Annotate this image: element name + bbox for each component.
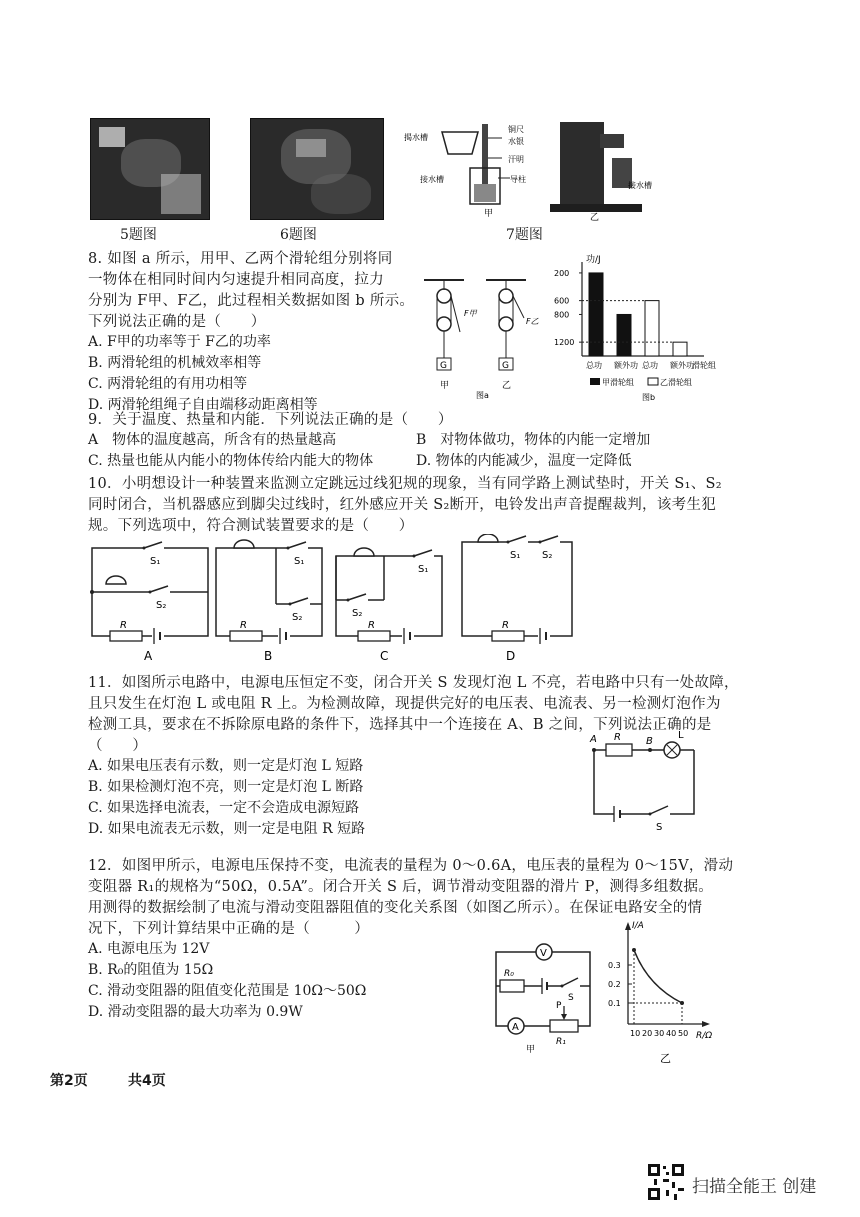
q8-chart-ytick-label: 200: [554, 268, 570, 278]
q12-option-b: B. R₀的阻值为 15Ω: [88, 962, 214, 978]
q7-label-3: 水银: [508, 137, 524, 146]
q7-caption: 7题图: [506, 227, 543, 243]
svg-text:R: R: [240, 620, 247, 631]
q8-figure-a: [420, 274, 550, 402]
q8-caption-a: 图a: [476, 391, 489, 400]
q7-label-4: 汗明: [508, 155, 524, 164]
q12-caption-jia: 甲: [526, 1045, 536, 1054]
q12-line-4: 况下，下列计算结果中正确的是（ ）: [88, 921, 370, 937]
q11-label-l: L: [678, 730, 684, 741]
svg-text:S₁: S₁: [510, 550, 521, 561]
q12-ytick-02: 0.2: [608, 980, 621, 989]
svg-text:S₂: S₂: [542, 550, 553, 561]
q11-circuit: [582, 730, 712, 834]
q9-option-d: D. 物体的内能减少，温度一定降低: [416, 453, 632, 469]
q8-legend-jia: 甲滑轮组: [602, 378, 634, 387]
q10-label-c: C: [380, 649, 389, 663]
q12-graph-xlabel: R/Ω: [696, 1031, 713, 1041]
q12-option-d: D. 滑动变阻器的最大功率为 0.9W: [88, 1004, 303, 1020]
q7-label-6: 导柱: [510, 175, 526, 184]
q10-circuit-d: [462, 534, 572, 663]
q8-line-4: 下列说法正确的是（ ）: [88, 314, 266, 330]
svg-text:S₁: S₁: [418, 564, 429, 575]
q11-label-s: S: [656, 822, 663, 833]
q12-graph-curve: [634, 950, 682, 1003]
q9-stem: 9．关于温度、热量和内能．下列说法正确的是（ ）: [88, 412, 453, 428]
q10-line-2: 同时闭合，当机器感应到脚尖过线时，红外感应开关 S₂断开，电铃发出声音提醒裁判，该考生犯: [88, 497, 717, 513]
q8-option-b: B. 两滑轮组的机械效率相等: [88, 355, 262, 371]
svg-text:S₂: S₂: [292, 612, 303, 623]
svg-text:S₂: S₂: [156, 600, 167, 611]
q10-label-b: B: [264, 649, 273, 663]
q10-circuit-a: [90, 542, 208, 663]
q12-ytick-01: 0.1: [608, 999, 621, 1008]
q8-chart-xtick-label: 总功: [642, 361, 658, 370]
q6-photo: [250, 118, 384, 220]
footer-total: 共4页: [128, 1073, 166, 1089]
q8-chart-caption: 图b: [642, 393, 656, 402]
q8-chart-ytick-label: 800: [554, 310, 570, 320]
q12-graph-ylabel: I/A: [632, 921, 644, 931]
q12-option-c: C. 滑动变阻器的阻值变化范围是 10Ω～50Ω: [88, 983, 367, 999]
q8-legend-jia-swatch: [590, 378, 600, 385]
q11-line-3: 检测工具，要求在不拆除原电路的条件下，选择其中一个连接在 A、B 之间，下列说法正确的是: [88, 717, 712, 733]
q8-chart-bar: [617, 314, 631, 356]
q8-bar-chart: [552, 252, 732, 404]
q8-chart-bar: [589, 273, 603, 356]
q12-xtick-50: 50: [678, 1029, 689, 1038]
q12-s-label: S: [568, 993, 574, 1003]
q12-line-1: 12．如图甲所示，电源电压保持不变，电流表的量程为 0～0.6A，电压表的量程为 0～15V，滑动: [88, 858, 734, 874]
svg-text:R: R: [120, 620, 127, 631]
q10-label-a: A: [144, 649, 153, 663]
watermark-text: 扫描全能王 创建: [692, 1177, 817, 1197]
footer-page: 第2页: [50, 1073, 88, 1089]
q10-circuit-b: [216, 540, 322, 663]
q12-r1-label: R₁: [556, 1037, 566, 1047]
q10-circuit-c: [336, 548, 442, 663]
q8-line-3: 分别为 F甲、F乙，此过程相关数据如图 b 所示。: [88, 293, 415, 309]
q10-line-3: 规。下列选项中，符合测试装置要求的是（ ）: [88, 518, 414, 534]
q7-label-2: 铜尺: [508, 125, 524, 134]
q11-option-d: D. 如果电流表无示数，则一定是电阻 R 短路: [88, 821, 366, 837]
q7-figure: [400, 118, 660, 222]
q12-xtick-40: 40: [666, 1029, 677, 1038]
q8-f-jia: F甲: [464, 309, 477, 318]
q7-label-yi: 乙: [590, 213, 600, 222]
q11-label-r: R: [614, 732, 621, 743]
q12-xtick-20: 20: [642, 1029, 653, 1038]
q9-option-a: A 物体的温度越高，所含有的热量越高: [88, 432, 337, 448]
qr-code-icon: [646, 1162, 686, 1202]
q7-label-5: 接水槽: [420, 175, 444, 184]
q11-line-2: 且只发生在灯泡 L 或电阻 R 上。为检测故障，现提供完好的电压表、电流表、另一检测灯泡作为: [88, 696, 721, 712]
q10-label-d: D: [506, 649, 516, 663]
q9-option-b: B 对物体做功，物体的内能一定增加: [416, 432, 651, 448]
q10-circuits: [84, 534, 584, 666]
q8-chart-ytick-label: 600: [554, 296, 570, 306]
q8-legend-yi: 乙滑轮组: [660, 378, 692, 387]
q12-ytick-03: 0.3: [608, 961, 621, 970]
q12-line-3: 用测得的数据绘制了电流与滑动变阻器阻值的变化关系图（如图乙所示）。在保证电路安全的情: [88, 900, 703, 916]
q8-label-yi: 乙: [502, 381, 512, 391]
q11-option-a: A. 如果电压表有示数，则一定是灯泡 L 短路: [88, 758, 364, 774]
q8-chart-ytick-label: 1200: [554, 338, 575, 348]
svg-text:R: R: [502, 620, 509, 631]
q12-option-a: A. 电源电压为 12V: [88, 941, 210, 957]
q11-line-1: 11．如图所示电路中，电源电压恒定不变，闭合开关 S 发现灯泡 L 不亮，若电路中只有一处故障，: [88, 675, 739, 691]
q8-line-1: 8. 如图 a 所示，用甲、乙两个滑轮组分别将同: [88, 251, 393, 267]
q12-p-label: P: [556, 1001, 562, 1011]
q8-legend-yi-swatch: [648, 378, 658, 385]
q12-graph-yi: [604, 916, 714, 1066]
q8-g-yi: G: [502, 361, 509, 371]
svg-text:S₂: S₂: [352, 608, 363, 619]
q10-line-1: 10．小明想设计一种装置来监测立定跳远过线犯规的现象，当有同学路上测试垫时，开关 S₁、S₂: [88, 476, 722, 492]
q12-circuit-jia: [486, 934, 606, 1054]
q11-label-b: B: [646, 736, 653, 747]
q8-f-yi: F乙: [526, 317, 539, 326]
q7-label-8: 接水槽: [628, 181, 652, 190]
q11-option-b: B. 如果检测灯泡不亮，则一定是灯泡 L 断路: [88, 779, 364, 795]
q8-chart-xname: 滑轮组: [692, 361, 716, 370]
q8-line-2: 一物体在相同时间内匀速提升相同高度，拉力: [88, 272, 384, 288]
q12-caption-yi: 乙: [660, 1052, 671, 1065]
svg-text:R: R: [368, 620, 375, 631]
q8-g-jia: G: [440, 361, 447, 371]
q8-chart-ylabel: 功/J: [586, 255, 601, 265]
q11-label-a: A: [590, 734, 597, 745]
q7-label-jia: 甲: [484, 209, 494, 219]
q8-chart-xtick-label: 总功: [586, 361, 602, 370]
svg-text:S₁: S₁: [294, 556, 305, 567]
q8-chart-xtick-label: 额外功: [670, 361, 694, 370]
q5-caption: 5题图: [120, 227, 157, 243]
q8-option-c: C. 两滑轮组的有用功相等: [88, 376, 248, 392]
q8-label-jia: 甲: [440, 381, 450, 391]
q8-chart-xtick-label: 额外功: [614, 361, 638, 370]
q12-xtick-30: 30: [654, 1029, 665, 1038]
q11-option-c: C. 如果选择电流表，一定不会造成电源短路: [88, 800, 360, 816]
q11-line-4: （ ）: [88, 738, 148, 754]
q9-option-c: C. 热量也能从内能小的物体传给内能大的物体: [88, 453, 374, 469]
svg-text:S₁: S₁: [150, 556, 161, 567]
q12-xtick-10: 10: [630, 1029, 641, 1038]
q5-photo: [90, 118, 210, 220]
q12-r0-label: R₀: [504, 969, 514, 979]
q8-chart-bar: [645, 301, 659, 356]
q8-option-d: D. 两滑轮组绳子自由端移动距离相等: [88, 397, 318, 413]
q12-line-2: 变阻器 R₁的规格为“50Ω，0.5A”。闭合开关 S 后，调节滑动变阻器的滑片 P，测得多组数据。: [88, 879, 714, 895]
q8-option-a: A. F甲的功率等于 F乙的功率: [88, 334, 271, 350]
q7-label-1: 揭水槽: [404, 133, 428, 142]
q6-caption: 6题图: [280, 227, 317, 243]
q12-ammeter: A: [512, 1022, 519, 1033]
q12-voltmeter: V: [540, 948, 547, 959]
q8-chart-bar: [673, 342, 687, 356]
